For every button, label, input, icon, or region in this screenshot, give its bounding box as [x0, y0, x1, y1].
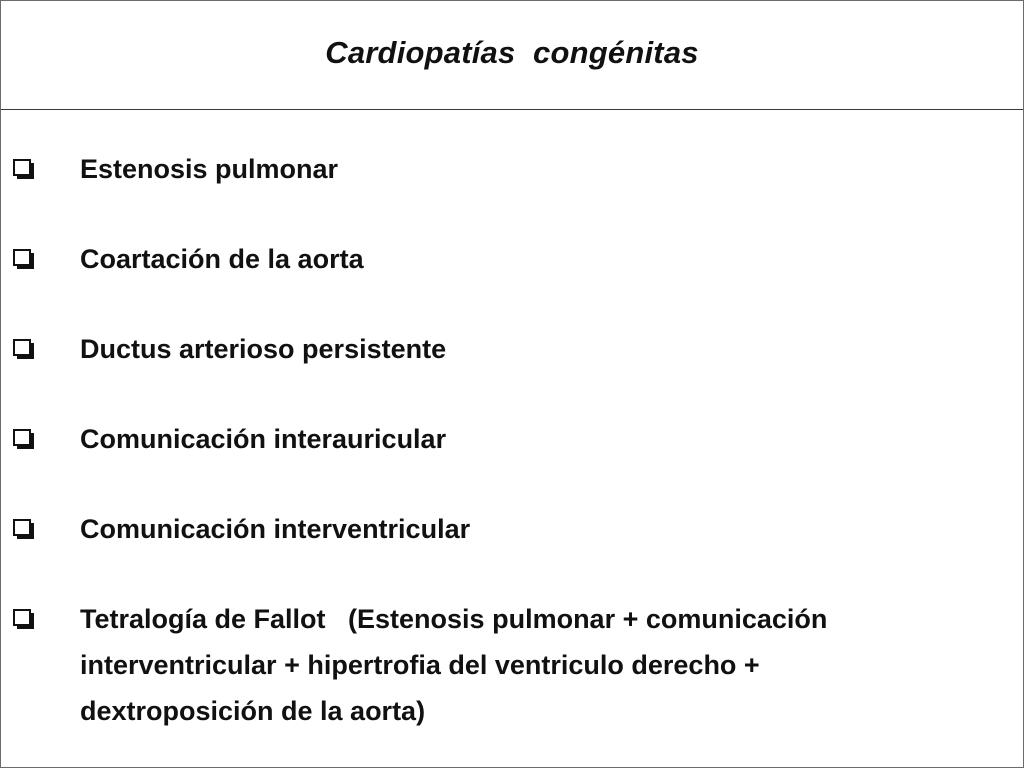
list-item-text: Comunicación interauricular	[80, 424, 447, 454]
list-item-text: Comunicación interventricular	[80, 514, 471, 544]
square-checkbox-icon	[13, 249, 35, 270]
list-item-text: Estenosis pulmonar	[80, 154, 339, 184]
square-checkbox-icon	[13, 519, 35, 540]
square-checkbox-icon	[13, 159, 35, 180]
slide-title: Cardiopatías congénitas	[325, 35, 699, 70]
square-checkbox-icon	[13, 609, 35, 630]
list-item-text: Ductus arterioso persistente	[80, 334, 447, 364]
square-checkbox-icon	[13, 339, 35, 360]
list-item-text: Coartación de la aorta	[80, 244, 364, 274]
slide-header	[1, 1, 1023, 110]
list-item-text: Tetralogía de Fallot (Estenosis pulmonar + comunicación interventricular + hipertrofia del ventriculo derecho + dextroposición de la aorta)	[80, 604, 828, 726]
square-checkbox-icon	[13, 429, 35, 450]
